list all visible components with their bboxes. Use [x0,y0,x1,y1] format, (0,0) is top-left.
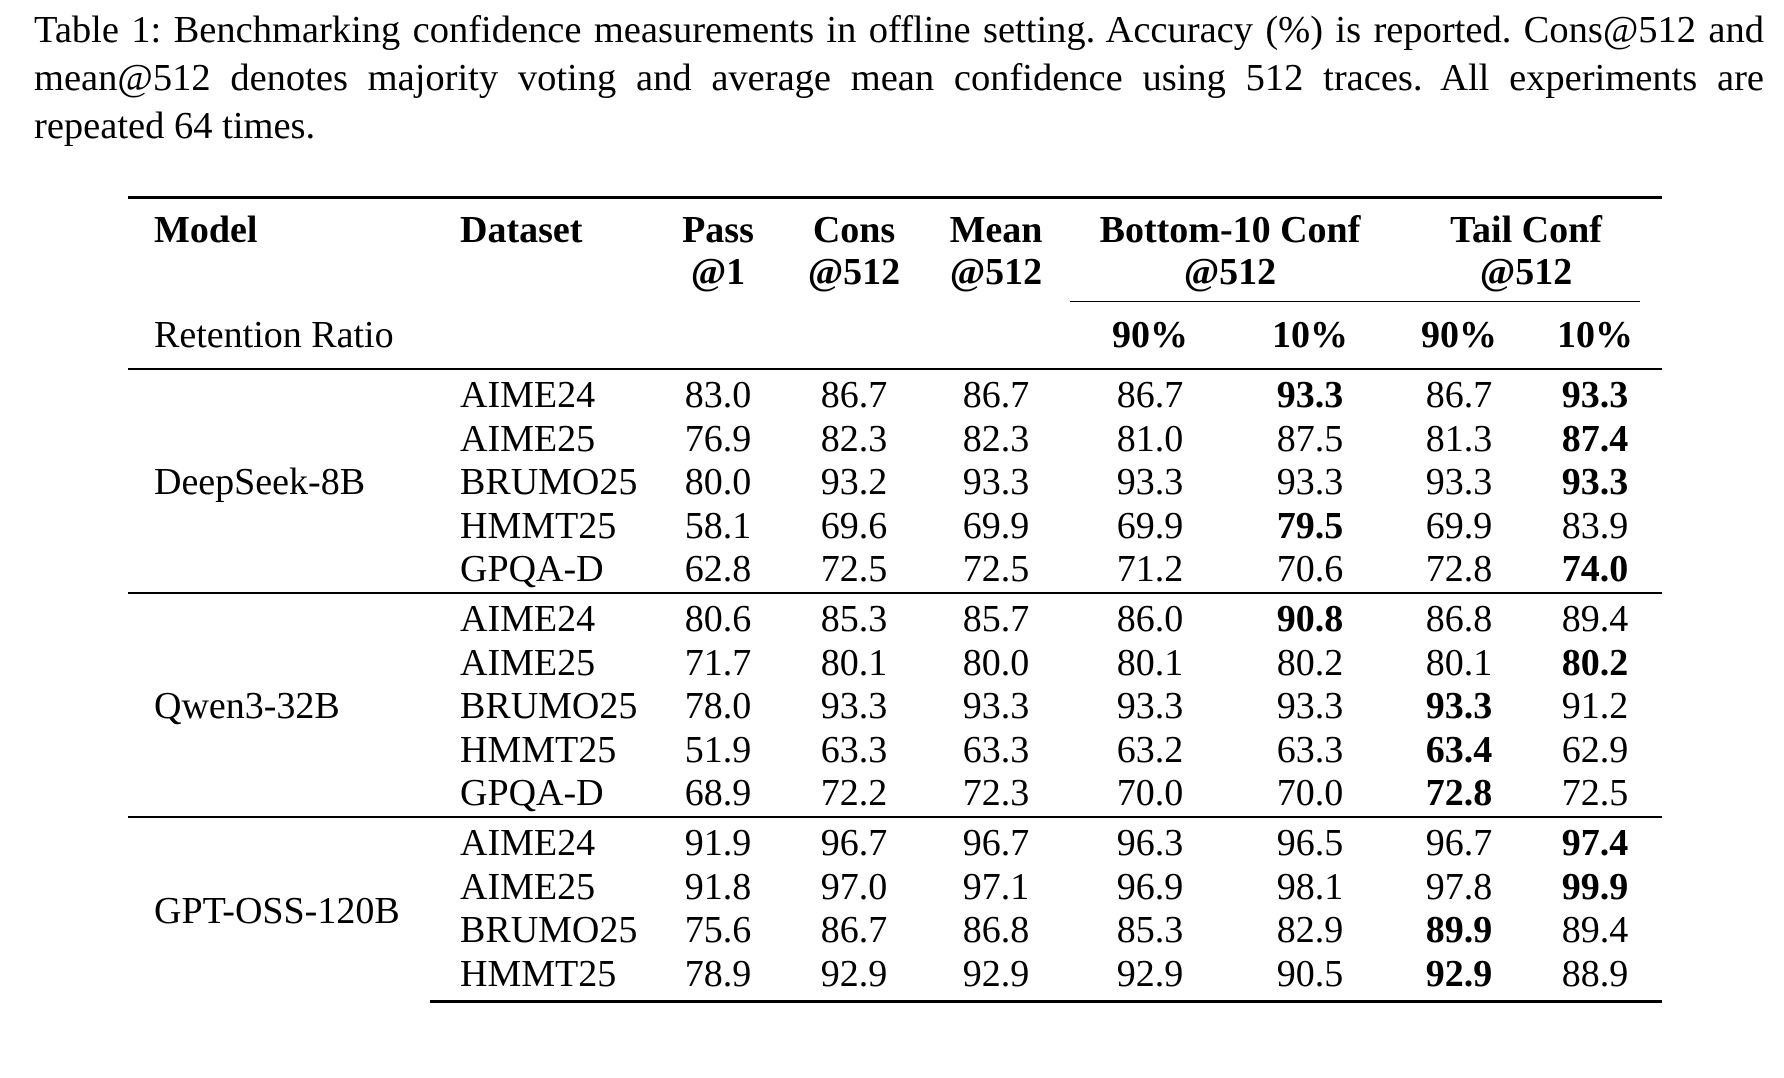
value-cell-mean: 72.5 [962,548,1030,591]
value-cell-mean: 72.3 [962,772,1030,815]
value-cell-b10: 79.5 [1276,504,1344,547]
value-cell-mean: 96.7 [922,817,1070,866]
header-tail-line2: @512 [1479,251,1573,293]
value-cell-b10: 70.6 [1276,548,1344,591]
value-cell-b90: 69.9 [1116,504,1184,547]
value-cell-pass: 78.0 [684,685,752,728]
dataset-cell: AIME25 [460,641,596,684]
model-name-cell: DeepSeek-8B [154,461,366,504]
value-cell-cons: 72.5 [820,548,888,591]
value-cell-pass: 91.8 [684,865,752,908]
value-cell-mean: 63.3 [962,728,1030,771]
value-cell-mean: 85.7 [922,593,1070,642]
value-cell-t10: 89.4 [1528,593,1662,642]
header-tail-line1: Tail Conf [1450,209,1602,251]
value-cell-b90: 63.2 [1116,728,1184,771]
dataset-cell: AIME24 [430,593,650,642]
value-cell-t90: 81.3 [1425,417,1493,460]
table-row [128,593,1662,642]
value-cell-mean: 93.3 [962,685,1030,728]
value-cell-b10: 63.3 [1276,728,1344,771]
table-row [128,370,1662,418]
value-cell-b90: 71.2 [1116,548,1184,591]
value-cell-t10: 93.3 [1561,374,1629,416]
value-cell-mean: 92.9 [922,953,1070,1002]
header-mean-line1: Mean [949,209,1043,251]
value-cell-t10: 89.4 [1561,909,1629,952]
value-cell-b90: 96.3 [1070,817,1230,866]
header-tail-10: 10% [1557,314,1634,356]
header-cons [786,198,922,303]
value-cell-pass: 91.9 [650,817,786,866]
value-cell-pass: 78.9 [650,953,786,1002]
value-cell-b10: 93.3 [1276,374,1344,416]
header-pass [650,198,786,303]
header-tail-conf [1390,198,1662,303]
value-cell-b10: 98.1 [1276,865,1344,908]
value-cell-t10: 87.4 [1561,417,1629,460]
value-cell-pass: 80.6 [650,593,786,642]
value-cell-pass: 75.6 [684,909,752,952]
value-cell-t90: 69.9 [1425,504,1493,547]
value-cell-t90: 93.3 [1425,461,1493,504]
header-dataset: Dataset [430,198,650,303]
dataset-cell: BRUMO25 [460,909,638,952]
value-cell-cons: 92.9 [786,953,922,1002]
value-cell-pass: 80.0 [684,461,752,504]
model-name-cell: GPT-OSS-120B [128,817,430,1002]
table-caption: Table 1: Benchmarking confidence measurements in offline setting. Accuracy (%) is reported. Cons@512 and mean@512 denotes majority voting and average mean confidence using 512 traces. All experiments are repeated 64 times. [34,9,1764,147]
dataset-cell: GPQA-D [460,772,604,815]
value-cell-t10: 83.9 [1561,504,1629,547]
value-cell-b90: 85.3 [1116,909,1184,952]
table-body [128,370,1662,1002]
value-cell-t10: 72.5 [1561,772,1629,815]
header-mean-line2: @512 [949,251,1043,293]
value-cell-t90: 93.3 [1425,685,1493,728]
results-table [128,196,1662,1003]
dataset-cell: GPQA-D [460,548,604,591]
header-cons-line1: Cons [812,209,896,251]
dataset-cell: HMMT25 [430,953,650,1002]
value-cell-b10: 82.9 [1276,909,1344,952]
dataset-cell: AIME25 [460,865,596,908]
value-cell-pass: 58.1 [684,504,752,547]
value-cell-t90: 86.7 [1425,374,1493,416]
value-cell-t90: 80.1 [1425,641,1493,684]
dataset-cell: HMMT25 [460,504,617,547]
value-cell-t10: 80.2 [1561,641,1629,684]
value-cell-t10: 74.0 [1561,548,1629,591]
value-cell-t10: 91.2 [1561,685,1629,728]
value-cell-b90: 70.0 [1116,772,1184,815]
value-cell-mean: 93.3 [962,461,1030,504]
value-cell-b90: 86.7 [1116,374,1184,416]
value-cell-t10: 93.3 [1561,461,1629,504]
value-cell-pass: 68.9 [684,772,752,815]
value-cell-cons: 86.7 [820,909,888,952]
value-cell-b10: 93.3 [1276,461,1344,504]
value-cell-mean: 82.3 [962,417,1030,460]
value-cell-cons: 97.0 [820,865,888,908]
value-cell-b90: 81.0 [1116,417,1184,460]
header-tail-90: 90% [1421,314,1498,356]
value-cell-b90: 92.9 [1070,953,1230,1002]
value-cell-pass: 71.7 [684,641,752,684]
value-cell-cons: 80.1 [820,641,888,684]
dataset-cell: AIME25 [460,417,596,460]
value-cell-cons: 72.2 [820,772,888,815]
value-cell-b10: 87.5 [1276,417,1344,460]
value-cell-cons: 93.3 [820,685,888,728]
value-cell-pass: 62.8 [684,548,752,591]
value-cell-b90: 93.3 [1116,461,1184,504]
value-cell-t90: 86.8 [1390,593,1528,642]
model-name-cell: Qwen3-32B [128,593,430,817]
header-cons-line2: @512 [807,251,901,293]
value-cell-pass: 51.9 [684,728,752,771]
value-cell-b10: 90.8 [1230,593,1390,642]
value-cell-mean: 97.1 [962,865,1030,908]
value-cell-t90: 96.7 [1390,817,1528,866]
dataset-cell: HMMT25 [460,728,617,771]
value-cell-cons: 86.7 [820,374,888,416]
retention-ratio-label: Retention Ratio [154,314,394,356]
table-row [128,817,1662,866]
value-cell-t10: 88.9 [1528,953,1662,1002]
value-cell-b10: 96.5 [1230,817,1390,866]
header-bottom-10: 10% [1272,314,1348,356]
value-cell-cons: 96.7 [786,817,922,866]
value-cell-b10: 80.2 [1276,641,1344,684]
value-cell-pass: 83.0 [684,374,752,416]
value-cell-t90: 72.8 [1425,548,1493,591]
dataset-cell: BRUMO25 [460,461,638,504]
dataset-cell: AIME24 [430,817,650,866]
value-cell-t90: 63.4 [1425,728,1493,771]
value-cell-b10: 93.3 [1276,685,1344,728]
value-cell-t10: 99.9 [1561,865,1629,908]
value-cell-cons: 69.6 [820,504,888,547]
value-cell-cons: 93.2 [820,461,888,504]
value-cell-t10: 97.4 [1528,817,1662,866]
value-cell-t90: 97.8 [1425,865,1493,908]
value-cell-t90: 72.8 [1425,772,1493,815]
value-cell-cons: 85.3 [786,593,922,642]
header-bottom10-line1: Bottom-10 Conf [1099,209,1361,251]
value-cell-b10: 90.5 [1230,953,1390,1002]
value-cell-b90: 96.9 [1116,865,1184,908]
header-bottom-90: 90% [1112,314,1188,356]
header-bottom10-conf [1070,198,1390,303]
value-cell-t90: 89.9 [1425,909,1493,952]
value-cell-b90: 80.1 [1116,641,1184,684]
value-cell-mean: 86.8 [962,909,1030,952]
value-cell-cons: 63.3 [820,728,888,771]
results-table-container [128,196,1662,1003]
header-mean [922,198,1070,303]
table-header [128,198,1662,371]
value-cell-cons: 82.3 [820,417,888,460]
value-cell-t90: 92.9 [1390,953,1528,1002]
value-cell-mean: 80.0 [962,641,1030,684]
value-cell-pass: 76.9 [684,417,752,460]
header-bottom10-line2: @512 [1183,251,1277,293]
value-cell-b90: 86.0 [1070,593,1230,642]
value-cell-b90: 93.3 [1116,685,1184,728]
value-cell-mean: 69.9 [962,504,1030,547]
value-cell-t10: 62.9 [1561,728,1629,771]
dataset-cell: AIME24 [460,374,596,416]
value-cell-b10: 70.0 [1276,772,1344,815]
header-model: Model [128,198,430,303]
value-cell-mean: 86.7 [962,374,1030,416]
header-pass-line1: Pass [682,209,754,251]
header-pass-line2: @1 [690,251,746,293]
dataset-cell: BRUMO25 [460,685,638,728]
